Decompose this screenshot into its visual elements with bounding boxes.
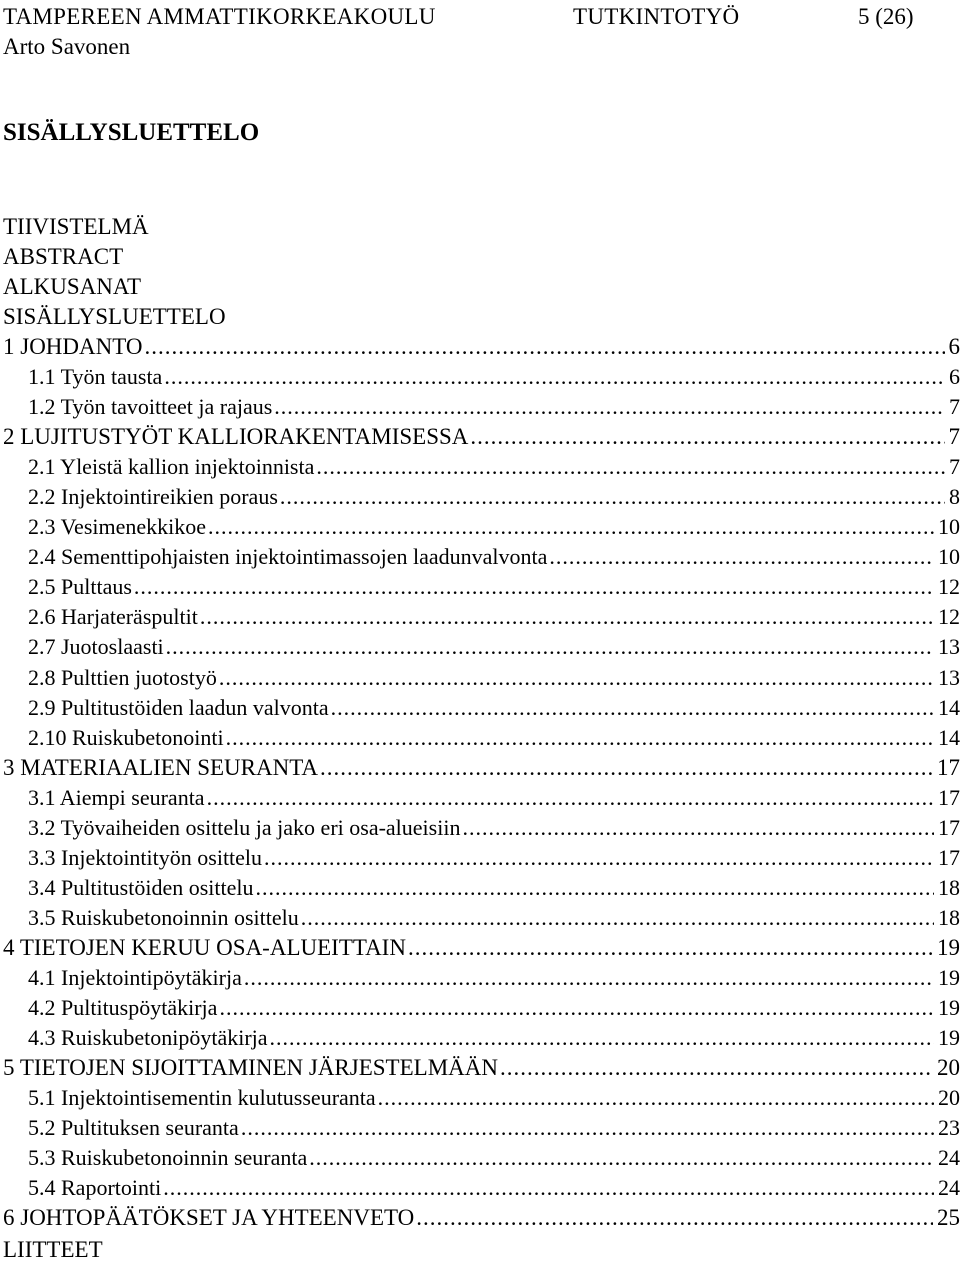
toc-entry-title: 5.3 Ruiskubetonoinnin seuranta xyxy=(28,1143,307,1173)
toc-entry-page: 10 xyxy=(938,542,960,572)
toc-dot-leader xyxy=(331,693,934,723)
toc-section-entry[interactable] xyxy=(3,1023,960,1053)
toc-entry-page: 17 xyxy=(938,843,960,873)
table-of-contents xyxy=(3,332,960,1233)
toc-entry-page: 20 xyxy=(938,1083,960,1113)
front-matter-item: ALKUSANAT xyxy=(3,272,226,302)
toc-entry-title: 5 TIETOJEN SIJOITTAMINEN JÄRJESTELMÄÄN xyxy=(3,1053,498,1083)
header-doc-type: TUTKINTOTYÖ xyxy=(573,2,739,32)
toc-dot-leader xyxy=(470,422,944,452)
toc-dot-leader xyxy=(166,632,934,662)
page-header xyxy=(3,2,960,32)
toc-dot-leader xyxy=(134,572,934,602)
toc-entry-page: 18 xyxy=(938,873,960,903)
toc-dot-leader xyxy=(207,783,934,813)
toc-entry-title: 2.2 Injektointireikien poraus xyxy=(28,482,278,512)
page-title: SISÄLLYSLUETTELO xyxy=(3,117,259,149)
toc-entry-page: 13 xyxy=(938,632,960,662)
toc-entry-title: 2.1 Yleistä kallion injektoinnista xyxy=(28,452,314,482)
toc-entry-title: 5.2 Pultituksen seuranta xyxy=(28,1113,239,1143)
toc-dot-leader xyxy=(316,452,945,482)
toc-entry-title: 5.4 Raportointi xyxy=(28,1173,161,1203)
toc-section-entry[interactable] xyxy=(3,843,960,873)
toc-dot-leader xyxy=(200,602,934,632)
toc-dot-leader xyxy=(309,1143,934,1173)
toc-dot-leader xyxy=(270,1023,934,1053)
toc-entry-page: 24 xyxy=(938,1143,960,1173)
toc-entry-page: 18 xyxy=(938,903,960,933)
toc-entry-title: 2.4 Sementtipohjaisten injektointimassojen laadunvalvonta xyxy=(28,542,547,572)
toc-chapter-entry[interactable] xyxy=(3,753,960,783)
toc-entry-title: 6 JOHTOPÄÄTÖKSET JA YHTEENVETO xyxy=(3,1203,414,1233)
toc-entry-title: 3.3 Injektointityön osittelu xyxy=(28,843,262,873)
toc-section-entry[interactable] xyxy=(3,602,960,632)
toc-entry-title: 1 JOHDANTO xyxy=(3,332,143,362)
toc-entry-page: 8 xyxy=(949,482,960,512)
toc-section-entry[interactable] xyxy=(3,1143,960,1173)
toc-entry-title: 3.1 Aiempi seuranta xyxy=(28,783,205,813)
toc-entry-page: 7 xyxy=(949,452,960,482)
header-row xyxy=(3,2,960,32)
front-matter-list xyxy=(3,212,226,332)
appendices-heading: LIITTEET xyxy=(3,1236,103,1266)
toc-entry-page: 17 xyxy=(937,753,960,783)
toc-entry-title: 2.3 Vesimenekkikoe xyxy=(28,512,206,542)
toc-dot-leader xyxy=(320,753,933,783)
toc-entry-page: 7 xyxy=(949,422,960,452)
toc-section-entry[interactable] xyxy=(3,813,960,843)
toc-dot-leader xyxy=(241,1113,934,1143)
toc-entry-title: 4.2 Pultituspöytäkirja xyxy=(28,993,217,1023)
toc-dot-leader xyxy=(280,482,945,512)
toc-entry-title: 1.2 Työn tavoitteet ja rajaus xyxy=(28,392,272,422)
toc-entry-title: 3.2 Työvaiheiden osittelu ja jako eri osa-alueisiin xyxy=(28,813,460,843)
toc-chapter-entry[interactable] xyxy=(3,332,960,362)
toc-chapter-entry[interactable] xyxy=(3,422,960,452)
toc-entry-title: 2 LUJITUSTYÖT KALLIORAKENTAMISESSA xyxy=(3,422,468,452)
toc-entry-title: 2.10 Ruiskubetonointi xyxy=(28,723,224,753)
toc-section-entry[interactable] xyxy=(3,512,960,542)
toc-section-entry[interactable] xyxy=(3,392,960,422)
toc-entry-page: 12 xyxy=(938,602,960,632)
toc-chapter-entry[interactable] xyxy=(3,1203,960,1233)
toc-section-entry[interactable] xyxy=(3,903,960,933)
toc-section-entry[interactable] xyxy=(3,663,960,693)
toc-entry-title: 2.7 Juotoslaasti xyxy=(28,632,164,662)
toc-entry-page: 14 xyxy=(938,723,960,753)
toc-dot-leader xyxy=(244,963,934,993)
toc-dot-leader xyxy=(549,542,934,572)
toc-dot-leader xyxy=(408,933,933,963)
toc-dot-leader xyxy=(264,843,934,873)
toc-entry-page: 19 xyxy=(938,993,960,1023)
toc-entry-title: 3 MATERIAALIEN SEURANTA xyxy=(3,753,318,783)
toc-entry-title: 2.5 Pulttaus xyxy=(28,572,132,602)
toc-entry-page: 19 xyxy=(938,963,960,993)
toc-dot-leader xyxy=(208,512,934,542)
toc-entry-page: 12 xyxy=(938,572,960,602)
toc-dot-leader xyxy=(145,332,945,362)
toc-entry-title: 3.4 Pultitustöiden osittelu xyxy=(28,873,254,903)
toc-section-entry[interactable] xyxy=(3,993,960,1023)
toc-section-entry[interactable] xyxy=(3,632,960,662)
toc-dot-leader xyxy=(462,813,934,843)
toc-entry-title: 2.6 Harjateräspultit xyxy=(28,602,198,632)
toc-chapter-entry[interactable] xyxy=(3,933,960,963)
toc-entry-page: 19 xyxy=(937,933,960,963)
toc-entry-page: 14 xyxy=(938,693,960,723)
toc-dot-leader xyxy=(226,723,934,753)
header-institution: TAMPEREEN AMMATTIKORKEAKOULU xyxy=(3,2,436,32)
toc-entry-page: 6 xyxy=(949,362,960,392)
toc-entry-page: 17 xyxy=(938,783,960,813)
toc-section-entry[interactable] xyxy=(3,572,960,602)
toc-entry-title: 2.9 Pultitustöiden laadun valvonta xyxy=(28,693,329,723)
toc-dot-leader xyxy=(416,1203,933,1233)
toc-dot-leader xyxy=(219,663,934,693)
toc-dot-leader xyxy=(500,1053,933,1083)
toc-entry-page: 7 xyxy=(949,392,960,422)
toc-dot-leader xyxy=(219,993,934,1023)
header-page-indicator: 5 (26) xyxy=(858,2,914,32)
toc-entry-title: 5.1 Injektointisementin kulutusseuranta xyxy=(28,1083,376,1113)
toc-entry-page: 25 xyxy=(937,1203,960,1233)
toc-entry-page: 17 xyxy=(938,813,960,843)
toc-entry-title: 4.1 Injektointipöytäkirja xyxy=(28,963,242,993)
toc-section-entry[interactable] xyxy=(3,693,960,723)
toc-chapter-entry[interactable] xyxy=(3,1053,960,1083)
toc-dot-leader xyxy=(256,873,934,903)
toc-entry-page: 13 xyxy=(938,663,960,693)
toc-section-entry[interactable] xyxy=(3,1113,960,1143)
toc-dot-leader xyxy=(164,362,945,392)
toc-section-entry[interactable] xyxy=(3,1083,960,1113)
toc-entry-title: 4.3 Ruiskubetonipöytäkirja xyxy=(28,1023,268,1053)
toc-dot-leader xyxy=(301,903,934,933)
toc-section-entry[interactable] xyxy=(3,362,960,392)
front-matter-item: ABSTRACT xyxy=(3,242,226,272)
toc-section-entry[interactable] xyxy=(3,482,960,512)
header-author: Arto Savonen xyxy=(3,32,130,62)
front-matter-item: TIIVISTELMÄ xyxy=(3,212,226,242)
toc-entry-page: 20 xyxy=(937,1053,960,1083)
toc-entry-title: 1.1 Työn tausta xyxy=(28,362,162,392)
toc-entry-title: 4 TIETOJEN KERUU OSA-ALUEITTAIN xyxy=(3,933,406,963)
toc-section-entry[interactable] xyxy=(3,452,960,482)
toc-section-entry[interactable] xyxy=(3,873,960,903)
toc-entry-page: 10 xyxy=(938,512,960,542)
toc-entry-title: 3.5 Ruiskubetonoinnin osittelu xyxy=(28,903,299,933)
toc-dot-leader xyxy=(163,1173,934,1203)
toc-section-entry[interactable] xyxy=(3,542,960,572)
toc-entry-page: 24 xyxy=(938,1173,960,1203)
toc-entry-title: 2.8 Pulttien juotostyö xyxy=(28,663,217,693)
toc-section-entry[interactable] xyxy=(3,1173,960,1203)
toc-dot-leader xyxy=(274,392,945,422)
toc-entry-page: 19 xyxy=(938,1023,960,1053)
toc-entry-page: 6 xyxy=(949,332,960,362)
toc-dot-leader xyxy=(378,1083,934,1113)
toc-section-entry[interactable] xyxy=(3,723,960,753)
toc-section-entry[interactable] xyxy=(3,783,960,813)
toc-entry-page: 23 xyxy=(938,1113,960,1143)
front-matter-item: SISÄLLYSLUETTELO xyxy=(3,302,226,332)
toc-section-entry[interactable] xyxy=(3,963,960,993)
